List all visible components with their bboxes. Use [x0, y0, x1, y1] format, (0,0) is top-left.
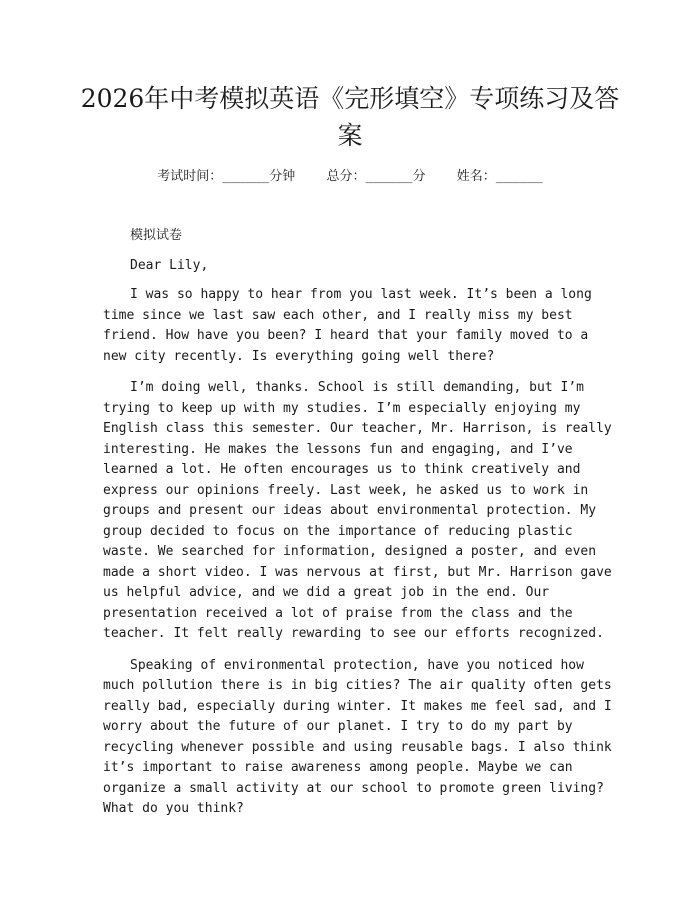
letter-paragraph-1: I was so happy to hear from you last week. It’s been a long time since we last saw each other, and I really miss my best friend. How have you been? I heard that your family moved to a new city recently. Is everything going well there?: [103, 287, 592, 364]
section-label: 模拟试卷: [130, 228, 183, 243]
exam-info-line: 考试时间：______分钟 总分：______分 姓名：______: [157, 169, 543, 184]
letter-paragraph-3: Speaking of environmental protection, have you noticed how much pollution there is in big cities? The air quality often gets really bad, especially during winter. It makes me feel sad, and I worry about the future of our planet. I try to do my part by recycling whenever possible and using reusable bags. I also think it’s important to raise awareness among people. Maybe we can organize a small activity at our school to promote green living? What do you think?: [103, 657, 612, 816]
letter-salutation: Dear Lily,: [130, 257, 209, 273]
document-body: [103, 226, 613, 831]
letter-paragraph-2: I’m doing well, thanks. School is still demanding, but I’m trying to keep up with my studies. I’m especially enjoying my English class this semester. Our teacher, Mr. Harrison, is really interesting. He makes the lessons fun and engaging, and I’ve learned a lot. He often encourages us to think creatively and express our opinions freely. Last week, he asked us to work in groups and present our ideas about environmental protection. My group decided to focus on the importance of reducing plastic waste. We searched for information, designed a poster, and even made a short video. I was nervous at first, but Mr. Harrison gave us helpful advice, and we did a great job in the end. Our presentation received a lot of praise from the class and the teacher. It felt really rewarding to see our efforts recognized.: [103, 380, 612, 641]
document-title: 2026年中考模拟英语《完形填空》专项练习及答案: [80, 84, 620, 150]
